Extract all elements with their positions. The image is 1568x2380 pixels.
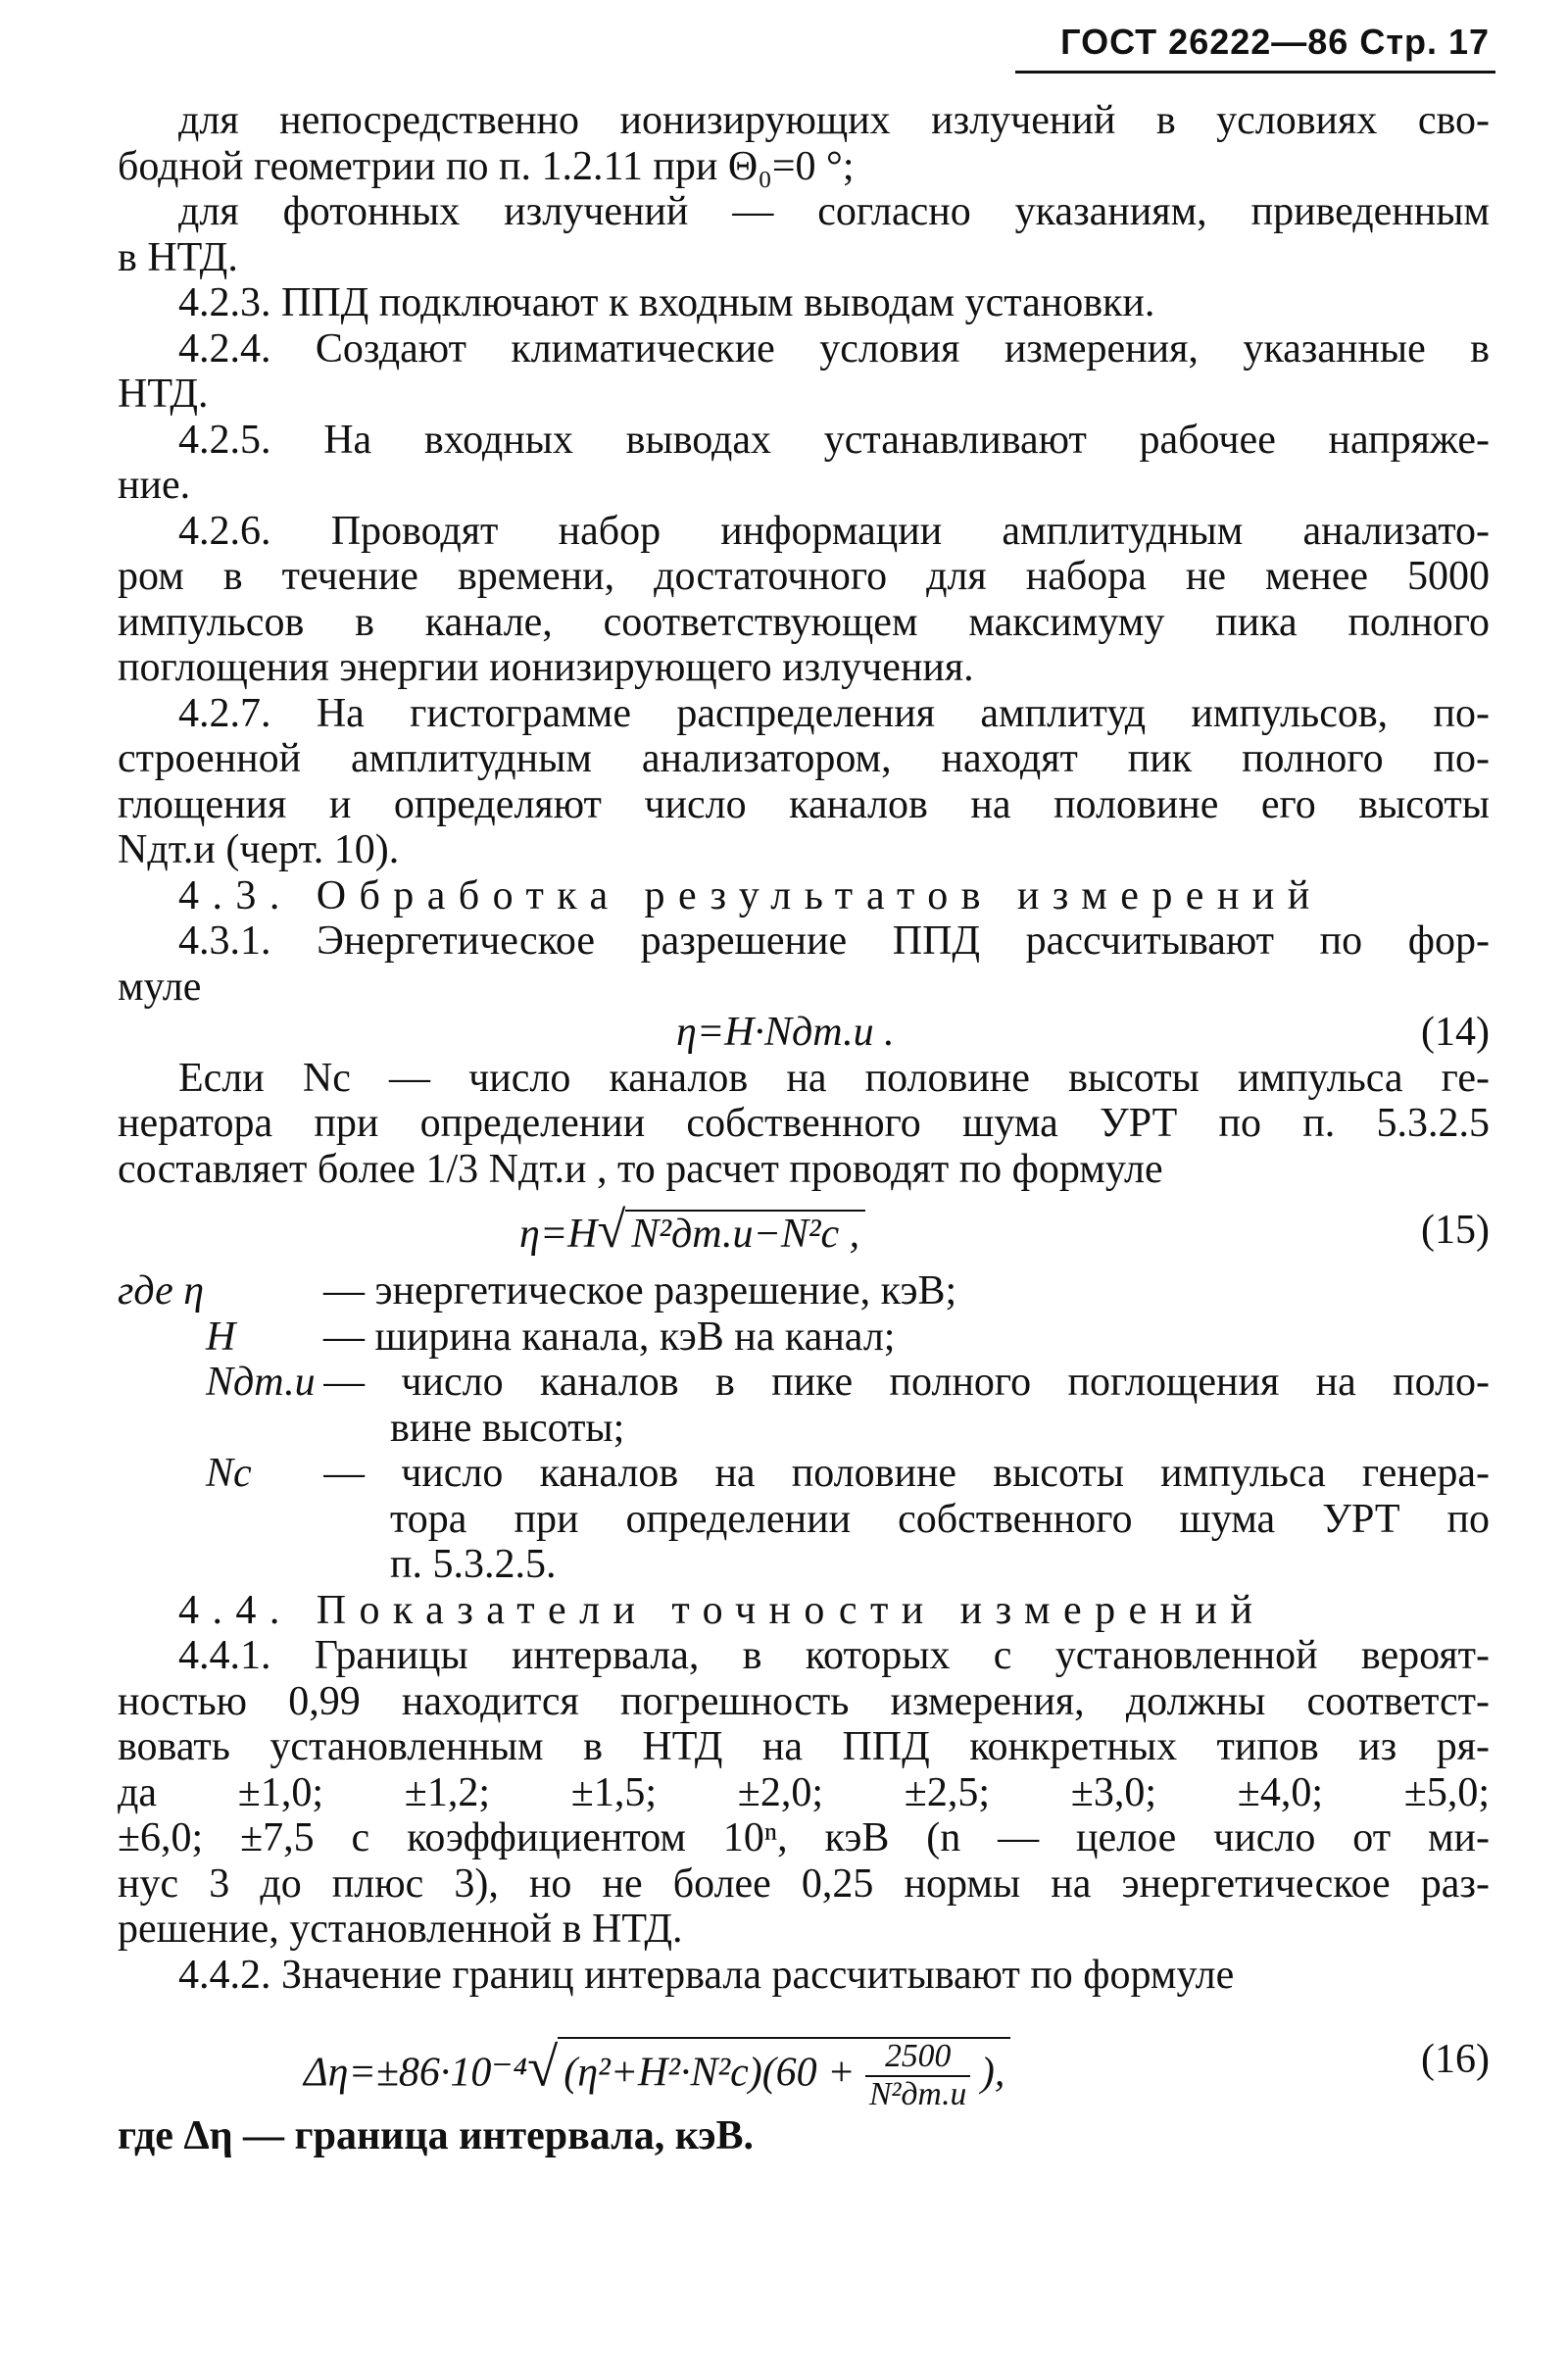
formula-15-number: (15): [1421, 1208, 1490, 1253]
text-line: муле: [118, 964, 202, 1010]
formula-16-radicand: [558, 2037, 1010, 2113]
formula-16-radicand-a: (η²+H²·N²с)(60 +: [564, 2050, 856, 2096]
where-description: — число каналов в пике полного поглощения на поло-: [323, 1360, 1490, 1405]
text-line: ±6,0; ±7,5 с коэффициентом 10ⁿ, кэВ (n — целое число от ми-: [118, 1815, 1490, 1860]
text-line: импульсов в канале, соответствующем максимуму пика полного: [118, 599, 1490, 645]
text-line: для непосредственно ионизирующих излучений в условиях сво-: [178, 98, 1490, 143]
text-line: нератора при определении собственного шума УРТ по п. 5.3.2.5: [118, 1101, 1490, 1146]
section-heading: 4.3. Обработка результатов измерений: [178, 872, 1323, 918]
text-line: ностью 0,99 находится погрешность измерения, должны соответст-: [118, 1678, 1490, 1724]
where-row: [118, 1451, 1490, 1497]
formula-16: [118, 2011, 1490, 2113]
text-line: составляет более 1/3 Nдт.и , то расчет проводят по формуле: [118, 1146, 1163, 1192]
formula-15-expression: [519, 1202, 865, 1259]
formula-16-frac-num: 2500: [865, 2039, 970, 2077]
where-symbol: H: [206, 1314, 236, 1360]
header-rule: [1015, 71, 1495, 74]
text-line: где Δη — граница интервала, кэВ.: [118, 2113, 755, 2158]
text-line: ние.: [118, 463, 191, 508]
text-line: 4.4.2. Значение границ интервала рассчитывают по формуле: [178, 1952, 1235, 1998]
page-header: ГОСТ 26222—86 Стр. 17: [1060, 22, 1490, 62]
formula-15-lhs: η=H: [519, 1212, 598, 1257]
text-line: в НТД.: [118, 234, 238, 280]
text-line: 4.2.5. На входных выводах устанавливают рабочее напряже-: [178, 417, 1490, 463]
text-line: 4.4.1. Границы интервала, в которых с установленной вероят-: [178, 1633, 1490, 1678]
where-list: [118, 1268, 1490, 1588]
where-row: [118, 1314, 1490, 1361]
text-line: да ±1,0; ±1,2; ±1,5; ±2,0; ±2,5; ±3,0; ±4,0; ±5,0;: [118, 1769, 1490, 1815]
where-row: [118, 1360, 1490, 1406]
where-row: [118, 1542, 1490, 1588]
text-line: бодной геометрии по п. 1.2.11 при Θ₀=0 °;: [118, 143, 855, 189]
section-heading: 4.4. Показатели точности измерений: [178, 1587, 1266, 1633]
formula-16-number: (16): [1421, 2037, 1490, 2082]
formula-14: [118, 1010, 1490, 1056]
where-description: п. 5.3.2.5.: [390, 1542, 557, 1587]
where-row: [118, 1497, 1490, 1543]
where-symbol: Nдт.и: [206, 1360, 316, 1405]
where-description: — энергетическое разрешение, кэВ;: [323, 1268, 957, 1314]
sqrt-icon: √: [527, 2036, 559, 2099]
text-line: 4.3.1. Энергетическое разрешение ППД рассчитывают по фор-: [178, 918, 1490, 964]
body-text: [118, 98, 1490, 2159]
formula-14-expression: η=H·Nдт.и .: [676, 1010, 895, 1055]
where-description: тора при определении собственного шума УРТ по: [390, 1496, 1490, 1542]
text-line: Nдт.и (черт. 10).: [118, 827, 400, 872]
text-line: 4.2.4. Создают климатические условия измерения, указанные в: [178, 325, 1490, 372]
formula-14-number: (14): [1421, 1010, 1490, 1055]
text-line: нус 3 до плюс 3), но не более 0,25 нормы на энергетическое раз-: [118, 1860, 1490, 1907]
text-line: решение, установленной в НТД.: [118, 1907, 683, 1952]
text-line: поглощения энергии ионизирующего излучения.: [118, 645, 974, 690]
text-line: 4.2.7. На гистограмме распределения амплитуд импульсов, по-: [178, 690, 1490, 736]
formula-15-radicand: N²дт.и−N²с ,: [625, 1210, 865, 1258]
text-line: вовать установленным в НТД на ППД конкретных типов из ря-: [118, 1724, 1490, 1769]
text-line: НТД.: [118, 372, 209, 417]
text-line: 4.2.3. ППД подключают к входным выводам установки.: [178, 280, 1155, 325]
where-row: [118, 1406, 1490, 1452]
formula-15: [118, 1192, 1490, 1268]
sqrt-icon: √: [597, 1202, 626, 1259]
text-line: строенной амплитудным анализатором, находят пик полного по-: [118, 736, 1490, 781]
where-row: [118, 1268, 1490, 1314]
where-symbol: где η: [118, 1268, 205, 1314]
where-description: вине высоты;: [390, 1405, 625, 1451]
where-description: — число каналов на половине высоты импульса генера-: [323, 1451, 1490, 1496]
text-line: глощения и определяют число каналов на половине его высоты: [118, 781, 1490, 827]
text-line: ром в течение времени, достаточного для набора не менее 5000: [118, 554, 1490, 599]
formula-16-fraction: [865, 2039, 970, 2113]
text-line: для фотонных излучений — согласно указаниям, приведенным: [178, 189, 1490, 234]
where-description: — ширина канала, кэВ на канал;: [323, 1314, 896, 1360]
text-line: Если Nс — число каналов на половине высоты импульса ге-: [178, 1055, 1490, 1101]
text-line: 4.2.6. Проводят набор информации амплитудным анализато-: [178, 508, 1490, 554]
formula-16-frac-den: N²дт.и: [869, 2075, 967, 2112]
formula-16-lhs: Δη=±86·10⁻⁴: [304, 2050, 528, 2096]
formula-16-radicand-b: ),: [980, 2050, 1005, 2096]
formula-16-expression: [304, 2037, 1010, 2113]
where-symbol: Nс: [206, 1451, 252, 1496]
